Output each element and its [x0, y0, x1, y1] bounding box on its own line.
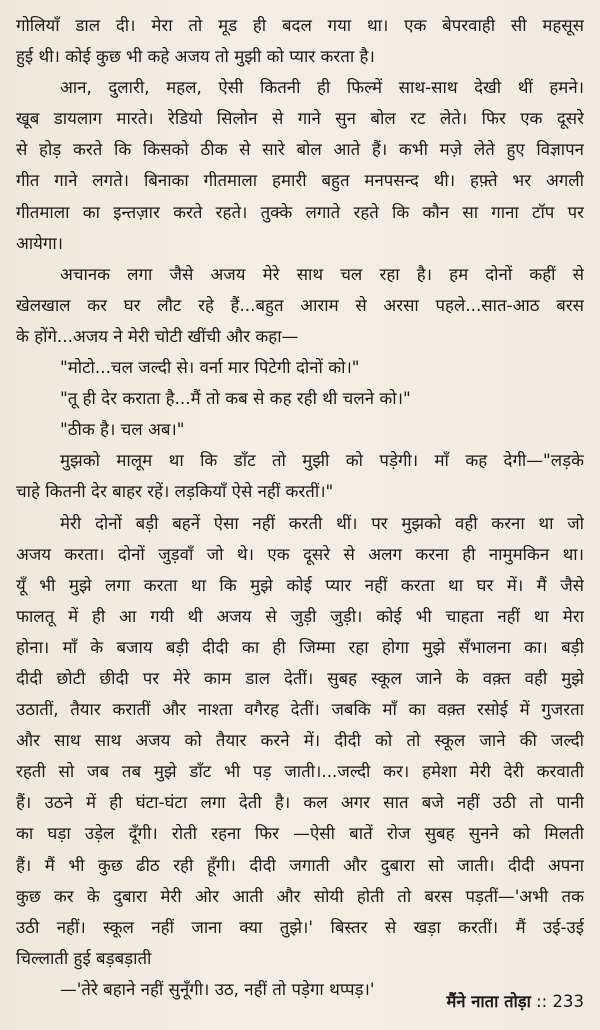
text-line — [16, 601, 584, 632]
running-title: मैंने नाता तोड़ा — [446, 992, 531, 1011]
text-line-content: मेरी दोनों बड़ी बहनें ऐसा नहीं करती थीं। पर मुझको वही करना था जो — [60, 512, 584, 533]
text-line — [16, 228, 584, 259]
text-line — [16, 756, 584, 787]
body-text — [16, 10, 584, 1005]
text-line — [16, 818, 584, 849]
text-line-content: से होड़ करते कि किसको ठीक से सारे बोल आते हैं। कभी मज़े लेते हुए विज्ञापन — [16, 139, 584, 160]
text-line-content: यूँ भी मुझे लगा करता था कि मुझे कोई प्यार नहीं करता था घर में। मैं जैसे — [16, 574, 584, 595]
text-line-content: रहती सो जब तब मुझे डाँट भी पड़ जाती।...जल्दी कर। हमेशा मेरी देरी करवाती — [16, 761, 584, 782]
text-line — [16, 476, 584, 507]
text-line — [16, 103, 584, 134]
text-line-content: के होंगे...अजय ने मेरी चोटी खींची और कहा— — [16, 325, 299, 346]
text-line — [16, 539, 584, 570]
text-line-content: हुई थी। कोई कुछ भी कहे अजय तो मुझी को प्यार करता है। — [16, 46, 375, 67]
text-line-content: चिल्लाती हुई बड़बड़ाती — [16, 947, 152, 968]
text-line — [16, 321, 584, 352]
text-line-content: "ठीक है। चल अब।" — [60, 419, 185, 440]
text-line — [16, 663, 584, 694]
text-line-content: उठी नहीं। स्कूल नहीं जाना क्या तुझे।' बिस्तर से खड़ा करतीं। मैं उई-उई — [16, 916, 584, 937]
text-line — [16, 383, 584, 414]
text-line — [16, 10, 584, 41]
text-line — [16, 725, 584, 756]
text-line-content: फालतू में ही आ गयी थी अजय से जुड़ी जुड़ी। कोई भी चाहता नहीं था मेरा — [16, 605, 584, 626]
text-line — [16, 850, 584, 881]
text-line — [16, 197, 584, 228]
text-line-content: अजय करता। दोनों जुड़वाँ जो थे। एक दूसरे से अलग करना ही नामुमकिन था। — [16, 543, 584, 564]
text-line-content: अचानक लगा जैसे अजय मेरे साथ चल रहा है। हम दोनों कहीं से — [60, 263, 584, 284]
text-line — [16, 694, 584, 725]
text-line — [16, 41, 584, 72]
text-line-content: उठातीं, तैयार करातीं और नाश्ता वगैरह देतीं। जबकि माँ का वक़्त रसोई में गुजरता — [16, 699, 584, 720]
text-line — [16, 134, 584, 165]
text-line-content: —'तेरे बहाने नहीं सुनूँगी। उठ, नहीं तो पड़ेगा थप्पड़।' — [60, 978, 375, 999]
text-line-content: मुझको मालूम था कि डाँट तो मुझी को पड़ेगी। माँ कह देगी—"लड़के — [60, 450, 584, 471]
text-line-content: गीत गाने लगते। बिनाका गीतमाला हमारी बहुत मनपसन्द थी। हफ़्ते भर अगली — [16, 170, 584, 191]
text-line-content: दीदी छोटी छीदी पर मेरे काम डाल देतीं। सुबह स्कूल जाने के वक़्त वही मुझे — [16, 667, 584, 688]
text-line-content: होना। माँ के बजाय बड़ी दीदी का ही जिम्मा रहा होगा मुझे सँभालना का। बड़ी — [16, 636, 584, 657]
text-line — [16, 414, 584, 445]
text-line — [16, 259, 584, 290]
footer-separator: :: — [536, 992, 548, 1011]
text-line-content: हैं। मैं भी कुछ ढीठ रही हूँगी। दीदी जगाती और दुबारा सो जाती। दीदी अपना — [16, 854, 584, 875]
page-number: 233 — [552, 992, 584, 1011]
text-line-content: चाहे कितनी देर बाहर रहें। लड़कियाँ ऐसे नहीं करतीं।" — [16, 481, 334, 502]
text-line-content: गीतमाला का इन्तज़ार करते रहते। तुक्के लगाते रहते कि कौन सा गाना टॉप पर — [16, 201, 584, 222]
text-line-content: हैं। उठने में ही घंटा-घंटा लगा देती है। कल अगर सात बजे नहीं उठी तो पानी — [16, 792, 584, 813]
text-line-content: खूब डायलाग मारते। रेडियो सिलोन से गाने सुन बोल रट लेते। फिर एक दूसरे — [16, 108, 584, 129]
text-line-content: और साथ साथ अजय को तैयार करने में। दीदी को तो स्कूल जाने की जल्दी — [16, 730, 584, 751]
text-line-content: का घड़ा उड़ेल दूँगी। रोती रहना फिर —ऐसी बातें रोज सुबह सुनने को मिलती — [16, 823, 584, 844]
text-line — [16, 290, 584, 321]
page-footer — [446, 990, 584, 1014]
text-line-content: आयेगा। — [16, 232, 64, 253]
text-line — [16, 165, 584, 196]
text-line — [16, 445, 584, 476]
text-line-content: "मोटो...चल जल्दी से। वर्ना मार पिटेगी दोनों को।" — [60, 357, 360, 378]
text-line-content: "तू ही देर कराता है...मैं तो कब से कह रही थी चलने को।" — [60, 388, 411, 409]
text-line-content: खेलखाल कर घर लौट रहे हैं...बहुत आराम से अरसा पहले...सात-आठ बरस — [16, 294, 584, 315]
text-line — [16, 912, 584, 943]
text-line-content: कुछ कर के दुबारा मेरी ओर आती और सोयी होती तो बरस पड़तीं—'अभी तक — [16, 885, 584, 906]
text-line — [16, 508, 584, 539]
text-line — [16, 632, 584, 663]
text-line — [16, 352, 584, 383]
text-line — [16, 943, 584, 974]
text-line — [16, 787, 584, 818]
text-line-content: आन, दुलारी, महल, ऐसी कितनी ही फिल्में साथ-साथ देखी थीं हमने। — [60, 77, 584, 98]
text-line — [16, 570, 584, 601]
text-line — [16, 72, 584, 103]
text-line-content: गोलियाँ डाल दी। मेरा तो मूड ही बदल गया था। एक बेपरवाही सी महसूस — [16, 15, 584, 35]
text-line — [16, 881, 584, 912]
